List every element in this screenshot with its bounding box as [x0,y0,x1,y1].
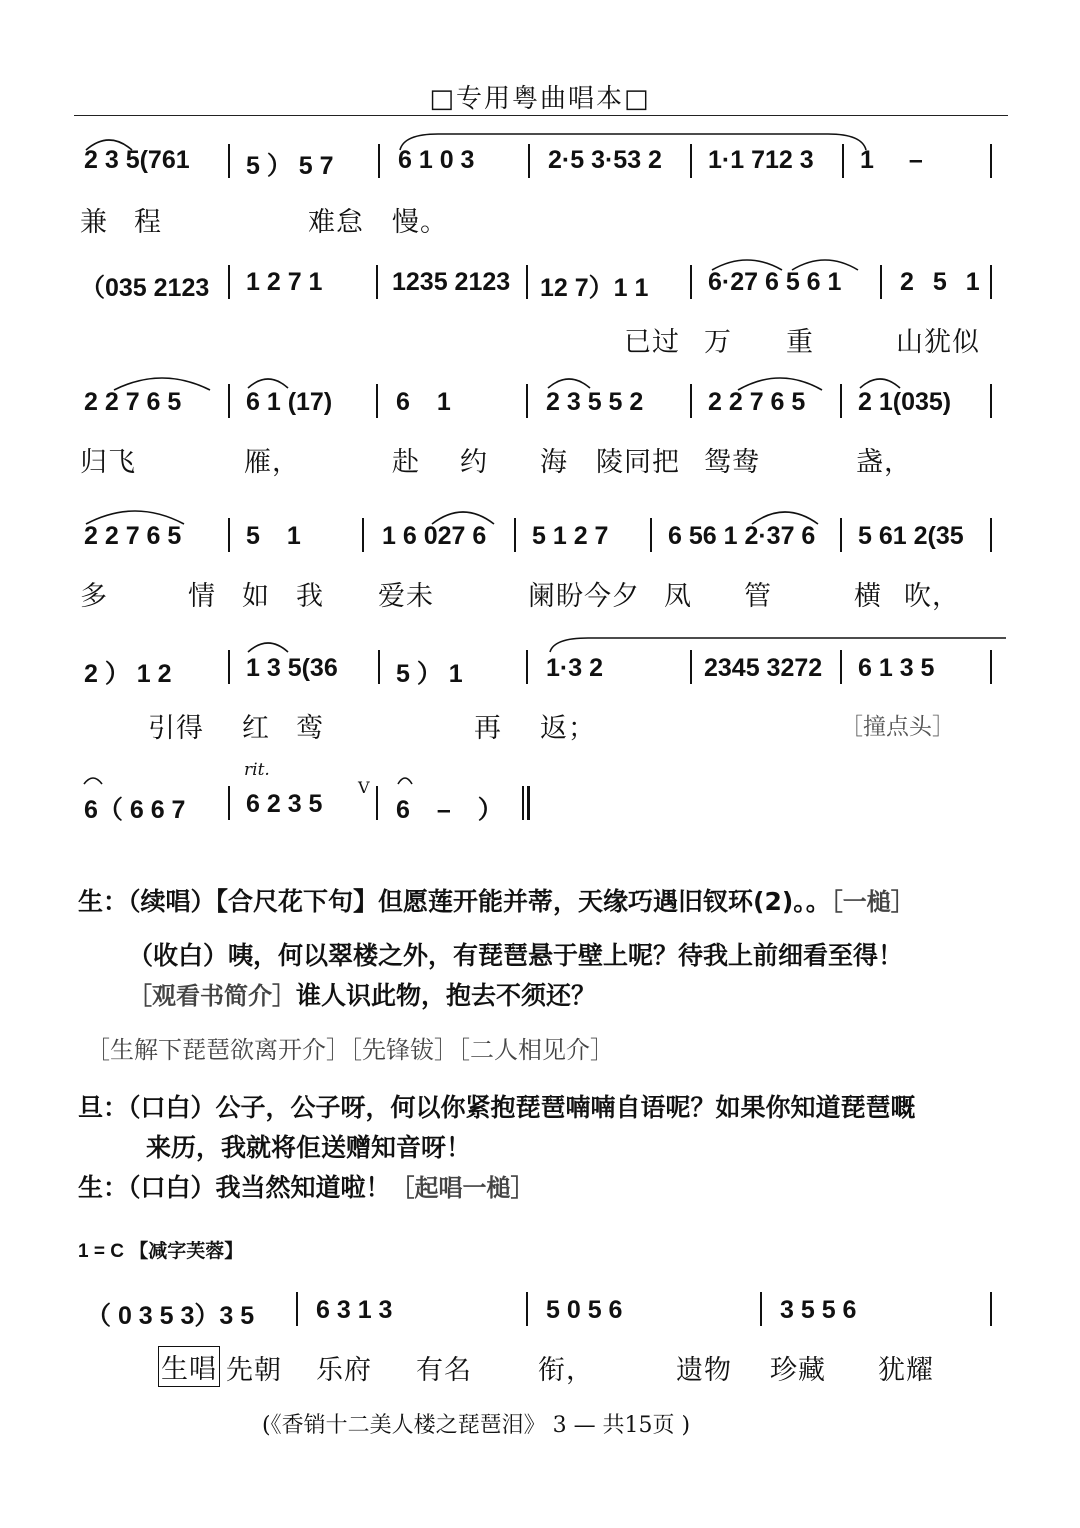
barline [840,384,842,418]
barline [228,518,230,552]
measure: 5 1 2 7 [532,522,609,550]
barline [690,650,692,684]
measure: 1·3 2 [546,654,603,682]
barline [650,518,652,552]
tune-name: 【减字芙蓉】 [129,1241,244,1262]
lyric: 如 [242,581,270,612]
barline [840,518,842,552]
measure: 6 3 1 3 [316,1296,393,1324]
final-barline [522,786,524,820]
barline [376,384,378,418]
slur [790,252,860,272]
lyric: 先朝 [226,1355,282,1386]
lyric: 归飞 [80,447,136,478]
lyric: 鸳鸯 [704,447,760,478]
script-line [128,976,596,1012]
measure: 12 7）1 1 [540,274,649,302]
measure: 6 1 3 5 [858,654,935,682]
script-line [78,1168,535,1204]
lyric: 我 [296,581,324,612]
slur [430,504,496,526]
page-footer: (《香销十二美人楼之琵琶泪》 3 — 共15页 ) [262,1413,691,1438]
lyric: 珍藏 [770,1355,826,1386]
measure: 1 6 027 6 [382,522,487,550]
barline [526,650,528,684]
key-signature [78,1236,243,1263]
final-barline-thick [527,786,530,820]
lyric: 乐府 [316,1355,372,1386]
lyric: 程 [134,207,162,238]
barline [526,1292,528,1326]
slur [246,372,290,390]
lyric: 爱未 [378,581,434,612]
page-header: □专用粤曲唱本□ [429,84,651,114]
tempo-marking: rit. [244,760,270,780]
measure: 1·1 712 3 [708,146,814,174]
breath-mark: V [358,778,370,797]
barline [526,265,528,299]
barline [296,1292,298,1326]
script-text: （续唱）【合尺花下句】但愿莲开能并蒂，天缘巧遇旧钗环(2)。。 [128,887,831,916]
lyric: 犹耀 [878,1355,934,1386]
lyric: 凤 [664,581,692,612]
measure: 3 5 5 6 [780,1296,857,1324]
lyric: 陵同把 [596,447,680,478]
measure: （ 0 3 5 3）3 5 [86,1302,255,1330]
barline [990,144,992,178]
barline [378,144,380,178]
barline [990,518,992,552]
slur [750,504,820,526]
lyric: 遗物 [676,1355,732,1386]
lyric: 雁， [244,447,300,478]
barline [990,650,992,684]
lyric: 慢。 [392,207,448,238]
measure: 1 2 7 1 [246,268,323,296]
lyric: 衔， [538,1355,594,1386]
measure: 2 3 5(761 [84,146,190,174]
barline [376,265,378,299]
slur [84,502,186,526]
role-label: 旦： [78,1093,129,1122]
script-line: （收白）咦，何以翠楼之外，有琵琶悬于壁上呢？待我上前细看至得！ [128,941,904,970]
slur [858,372,902,390]
lyric: 有名 [416,1355,472,1386]
key: 1 = C [78,1241,124,1262]
barline [362,518,364,552]
lyric: 吹， [904,581,960,612]
measure: 2 2 7 6 5 [84,522,182,550]
measure: 6 1 [396,388,461,416]
barline [760,1292,762,1326]
lyric: 万 [704,327,732,358]
fermata [396,772,414,786]
measure: 6（ 6 6 7 [84,796,186,824]
lyric: 引得 [148,713,204,744]
barline [990,1292,992,1326]
lyric: 盏， [856,447,912,478]
lyric: 鸾 [296,713,324,744]
percussion-cue: ［撞点头］ [840,714,955,740]
barline [228,384,230,418]
barline [990,265,992,299]
role-label: 生： [78,887,129,916]
lyric: 情 [188,581,216,612]
barline [228,650,230,684]
lyric: 再 [474,713,502,744]
header-rule [74,115,1008,116]
lyric: 兼 [80,207,108,238]
measure: （035 2123 [80,274,210,302]
slur [84,132,134,152]
measure: 6 1 0 3 [398,146,475,174]
barline [990,384,992,418]
lyric: 难怠 [308,207,364,238]
lyric: 已过 [624,327,680,358]
measure: 6 56 1 2·37 6 [668,522,816,550]
measure: 1 3 5(36 [246,654,338,682]
measure: 5 1 [246,522,311,550]
lyric: 阑盼今夕 [528,581,640,612]
script-text: （口白）公子，公子呀，何以你紧抱琵琶喃喃自语呢？如果你知道琵琶嘅 [128,1093,916,1122]
measure: 2 2 7 6 5 [708,388,806,416]
measure: 6·27 6 5 6 1 [708,268,842,296]
stage-direction: ［生解下琵琶欲离开介］［先锋钹］［二人相见介］ [86,1036,614,1064]
barline [840,650,842,684]
slur [246,636,290,654]
measure: 5 ） 1 [396,660,463,688]
lyric: 重 [786,327,814,358]
measure: 1 – [860,146,937,174]
script-text: （口白）我当然知道啦！ [128,1173,391,1202]
barline [526,384,528,418]
measure: 1235 2123 [392,268,511,296]
barline [228,144,230,178]
measure: 6 2 3 5 [246,790,323,818]
script-line [78,882,915,918]
tie [82,772,104,786]
barline [378,650,380,684]
percussion-cue: ［起唱一槌］ [390,1173,535,1202]
role-label: 生： [78,1173,129,1202]
lyric: 返； [540,713,596,744]
slur [398,128,868,152]
measure: 2 2 7 6 5 [84,388,182,416]
barline [228,786,230,820]
barline [376,786,378,820]
measure: 6 – ） [396,796,513,824]
measure: 2 5 1 [900,268,986,296]
barline [690,384,692,418]
lyric: 横 [854,581,882,612]
measure: 2·5 3·53 2 [548,146,662,174]
measure: 2 1(035) [858,388,952,416]
lyric: 赴 [392,447,420,478]
measure: 6 1 (17) [246,388,333,416]
measure: 5 0 5 6 [546,1296,623,1324]
lyric: 多 [80,581,108,612]
lyric: 红 [242,713,270,744]
stage-direction: ［观看书简介］ [128,981,296,1010]
script-line [78,1088,916,1124]
measure: 5 ） 5 7 [246,152,334,180]
slur [112,370,212,392]
lyric: 海 [540,447,568,478]
measure: 5 61 2(35 [858,522,964,550]
measure: 2 3 5 5 2 [546,388,644,416]
barline [690,265,692,299]
script-text: 谁人识此物，抱去不须还？ [296,981,597,1010]
slur [546,372,592,390]
lyric: 管 [744,581,772,612]
lyric: 约 [460,447,488,478]
barline [228,265,230,299]
singer-label: 生唱 [158,1346,220,1387]
barline [514,518,516,552]
lyric: 山犹似 [896,327,980,358]
slur [548,632,1008,654]
barline [880,265,882,299]
slur [736,370,824,392]
measure: 2345 3272 [704,654,823,682]
script-line: 来历，我就将佢送赠知音呀！ [146,1133,472,1162]
slur [710,252,784,272]
percussion-cue: ［一槌］ [830,887,915,916]
measure: 2 ） 1 2 [84,660,172,688]
